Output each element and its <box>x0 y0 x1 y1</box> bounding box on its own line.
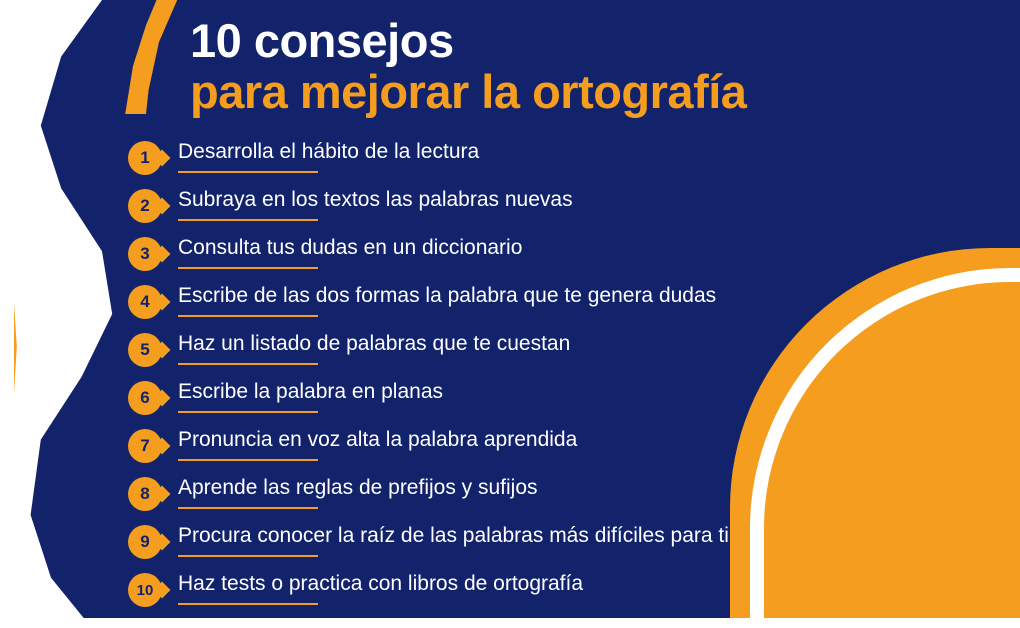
tip-number-badge: 6 <box>128 381 162 415</box>
tip-underline <box>178 603 318 605</box>
tip-text: Haz un listado de palabras que te cuestan <box>178 332 571 355</box>
tip-body <box>178 524 1008 557</box>
list-item <box>128 380 1008 428</box>
tip-number-badge: 3 <box>128 237 162 271</box>
tip-underline <box>178 363 318 365</box>
tip-number-badge: 2 <box>128 189 162 223</box>
tip-body <box>178 188 1008 221</box>
tip-number-badge: 9 <box>128 525 162 559</box>
tip-body <box>178 236 1008 269</box>
list-item <box>128 140 1008 188</box>
poster-title <box>190 16 990 119</box>
list-item <box>128 428 1008 476</box>
tip-underline <box>178 267 318 269</box>
list-item <box>128 476 1008 524</box>
tip-body <box>178 140 1008 173</box>
tip-body <box>178 476 1008 509</box>
list-item <box>128 188 1008 236</box>
title-line-two: para mejorar la ortografía <box>190 65 747 119</box>
tip-text: Escribe de las dos formas la palabra que te genera dudas <box>178 284 717 307</box>
tip-text: Subraya en los textos las palabras nuevas <box>178 188 573 211</box>
tip-underline <box>178 219 318 221</box>
tip-text: Procura conocer la raíz de las palabras más difíciles para ti <box>178 524 729 547</box>
list-item <box>128 524 1008 572</box>
list-item <box>128 332 1008 380</box>
list-item <box>128 572 1008 620</box>
tip-text: Pronuncia en voz alta la palabra aprendida <box>178 428 578 451</box>
tip-underline <box>178 171 318 173</box>
title-line-one: 10 consejos <box>190 14 454 67</box>
tip-text: Consulta tus dudas en un diccionario <box>178 236 523 259</box>
tip-number-badge: 1 <box>128 141 162 175</box>
list-item <box>128 284 1008 332</box>
tip-body <box>178 428 1008 461</box>
white-left-strip <box>0 0 14 628</box>
list-item <box>128 236 1008 284</box>
tip-number-badge: 7 <box>128 429 162 463</box>
tip-text: Desarrolla el hábito de la lectura <box>178 140 480 163</box>
tip-text: Haz tests o practica con libros de ortografía <box>178 572 584 595</box>
tip-underline <box>178 411 318 413</box>
tip-text: Aprende las reglas de prefijos y sufijos <box>178 476 538 499</box>
tip-body <box>178 284 1008 317</box>
tip-underline <box>178 459 318 461</box>
tip-number-badge: 4 <box>128 285 162 319</box>
tips-list <box>128 140 1008 620</box>
tip-number-badge: 10 <box>128 573 162 607</box>
tip-number-badge: 8 <box>128 477 162 511</box>
tip-underline <box>178 507 318 509</box>
tip-body <box>178 572 1008 605</box>
tip-body <box>178 332 1008 365</box>
tip-body <box>178 380 1008 413</box>
tip-text: Escribe la palabra en planas <box>178 380 444 403</box>
tip-underline <box>178 315 318 317</box>
tip-underline <box>178 555 318 557</box>
tip-number-badge: 5 <box>128 333 162 367</box>
